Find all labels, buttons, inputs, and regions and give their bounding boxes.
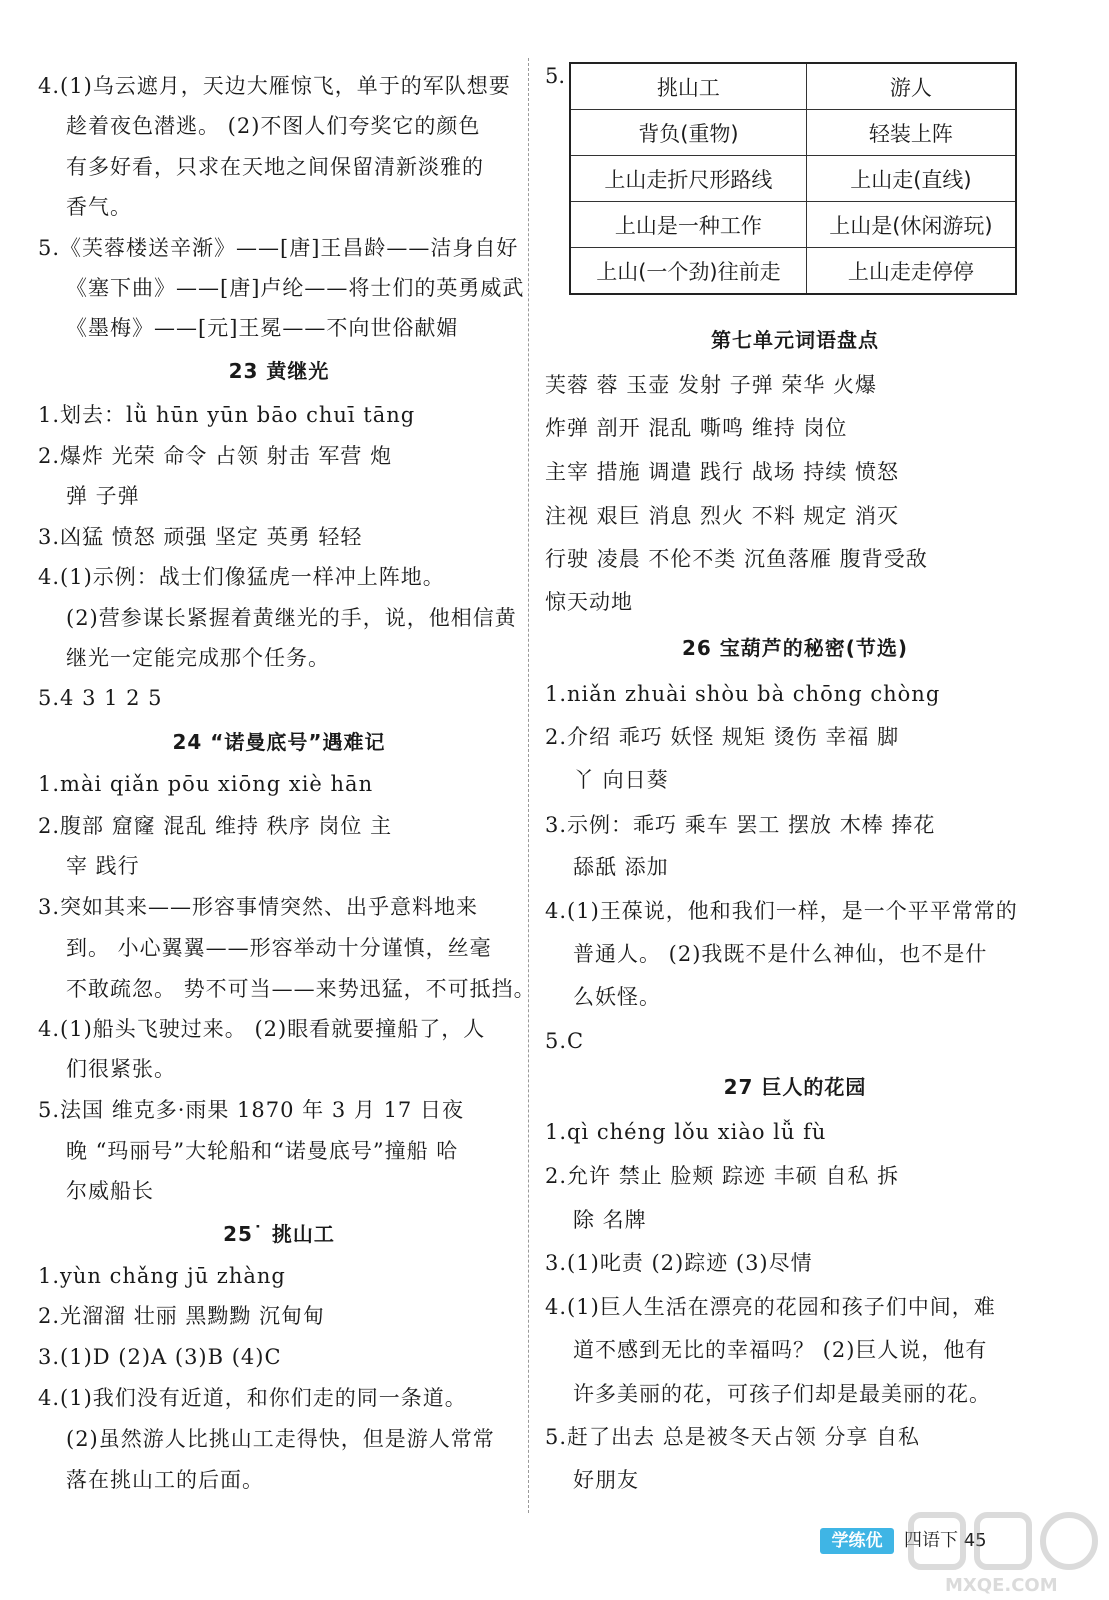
answer-line: 4.(1)船头飞驶过来。 (2)眼看就要撞船了，人 [38,1017,486,1041]
table-row [570,156,1016,202]
page-number: 四语下 45 [904,1530,987,1551]
answer-line: 道不感到无比的幸福吗？ (2)巨人说，他有 [573,1338,988,1362]
answer-line: 4.(1)巨人生活在漂亮的花园和孩子们中间，难 [545,1295,996,1319]
answer-line: 好朋友 [573,1468,639,1492]
answer-line: 晚 “玛丽号”大轮船和“诺曼底号”撞船 哈 [66,1139,459,1163]
answer-line: 们很紧张。 [66,1057,176,1081]
answer-line: 继光一定能完成那个任务。 [66,646,330,670]
answer-line: 1.划去：lǜ hūn yūn bāo chuī tāng [38,403,416,427]
answer-line: 香气。 [66,195,132,219]
section-title: 23 黄继光 [228,359,330,383]
answer-line: 除 名牌 [573,1208,647,1232]
svg-text:MXQE.COM: MXQE.COM [945,1575,1058,1595]
answer-line: 4.(1)示例：战士们像猛虎一样冲上阵地。 [38,565,445,589]
answer-line: 芙蓉 蓉 玉壶 发射 子弹 荣华 火爆 [545,373,878,397]
answer-line: 不敢疏忽。 势不可当——来势迅猛，不可抵挡。 [66,977,536,1001]
answer-line: 4.(1)我们没有近道，和你们走的同一条道。 [38,1386,467,1410]
answer-line: 1.niǎn zhuài shòu bà chōng chòng [545,682,941,706]
table-cell: 上山走走停停 [806,248,1016,295]
answer-line: 《塞下曲》——[唐]卢纶——将士们的英勇威武 [66,276,525,300]
answer-line: 2.爆炸 光荣 命令 占领 射击 军营 炮 [38,444,393,468]
answer-line: 3.示例：乖巧 乘车 罢工 摆放 木棒 捧花 [545,813,936,837]
answer-line: 2.介绍 乖巧 妖怪 规矩 烫伤 幸福 脚 [545,725,900,749]
answer-line: 普通人。 (2)我既不是什么神仙，也不是什 [573,942,988,966]
answer-line: (2)营参谋长紧握着黄继光的手，说，他相信黄 [66,606,517,630]
answer-line: 到。 小心翼翼——形容举动十分谨慎，丝毫 [66,936,492,960]
answer-line: 5.赶了出去 总是被冬天占领 分享 自私 [545,1425,921,1449]
answer-line: 注视 艰巨 消息 烈火 不料 规定 消灭 [545,504,900,528]
answer-line: 落在挑山工的后面。 [66,1468,264,1492]
answer-line: 2.光溜溜 壮丽 黑黝黝 沉甸甸 [38,1304,326,1328]
answer-line: 许多美丽的花，可孩子们却是最美丽的花。 [573,1382,991,1406]
answer-line: 1.qì chéng lǒu xiào lǚ fù [545,1120,827,1144]
answer-line: 3.(1)叱责 (2)踪迹 (3)尽情 [545,1251,813,1275]
answer-line: 炸弹 剖开 混乱 嘶鸣 维持 岗位 [545,416,848,440]
table-header-cell: 挑山工 [570,63,806,110]
section-title: 27 巨人的花园 [723,1075,867,1099]
answer-line: 舔舐 添加 [573,855,669,879]
answer-line: 2.腹部 窟窿 混乱 维持 秩序 岗位 主 [38,814,393,838]
answer-line: 行驶 凌晨 不伦不类 沉鱼落雁 腹背受敌 [545,547,928,571]
comparison-table [569,62,1017,295]
table-row [570,202,1016,248]
section-title: 26 宝葫芦的秘密(节选) [681,636,909,660]
section-title: 25˙ 挑山工 [223,1222,335,1246]
answer-line: 有多好看，只求在天地之间保留清新淡雅的 [66,155,484,179]
watermark-logo-icon [905,1505,1105,1595]
brand-logo: 学练优 [820,1528,894,1554]
answer-line: 《墨梅》——[元]王冕——不向世俗献媚 [66,316,459,340]
answer-line: 尔威船长 [66,1179,154,1203]
answer-line: 1.yùn chǎng jū zhàng [38,1264,286,1288]
answer-line: 弹 子弹 [66,484,140,508]
table-cell: 上山(一个劲)往前走 [570,248,806,295]
table-header-cell: 游人 [806,63,1016,110]
answer-line: 5.法国 维克多·雨果 1870 年 3 月 17 日夜 [38,1098,464,1122]
answer-line: 2.允许 禁止 脸颊 踪迹 丰硕 自私 拆 [545,1164,900,1188]
table-question-number: 5. [545,64,566,88]
answer-line: 5.C [545,1029,585,1053]
table-cell: 上山是(休闲游玩) [806,202,1016,248]
table-cell: 上山走(直线) [806,156,1016,202]
table-row [570,248,1016,295]
table-cell: 背负(重物) [570,110,806,156]
table-header-row [570,63,1016,110]
answer-line: (2)虽然游人比挑山工走得快，但是游人常常 [66,1427,495,1451]
answer-line: 3.(1)D (2)A (3)B (4)C [38,1345,282,1369]
section-title: 24 “诺曼底号”遇难记 [172,730,386,754]
section-title: 第七单元词语盘点 [711,328,879,352]
answer-line: 么妖怪。 [573,985,661,1009]
answer-line: 5.4 3 1 2 5 [38,686,163,710]
answer-line: 4.(1)王葆说，他和我们一样，是一个平平常常的 [545,899,1018,923]
answer-line: 丫 向日葵 [573,768,669,792]
table-cell: 上山是一种工作 [570,202,806,248]
answer-line: 3.凶猛 愤怒 顽强 坚定 英勇 轻轻 [38,525,363,549]
answer-line: 主宰 措施 调遣 践行 战场 持续 愤怒 [545,460,900,484]
column-divider [528,58,529,1513]
answer-line: 3.突如其来——形容事情突然、出乎意料地来 [38,895,479,919]
table-cell: 上山走折尺形路线 [570,156,806,202]
table-row [570,110,1016,156]
answer-line: 4.(1)乌云遮月，天边大雁惊飞，单于的军队想要 [38,74,511,98]
table-cell: 轻装上阵 [806,110,1016,156]
answer-line: 趁着夜色潜逃。 (2)不图人们夸奖它的颜色 [66,114,481,138]
answer-line: 惊天动地 [545,590,633,614]
answer-line: 5.《芙蓉楼送辛渐》——[唐]王昌龄——洁身自好 [38,236,519,260]
answer-line: 宰 践行 [66,854,140,878]
answer-line: 1.mài qiǎn pōu xiōng xiè hān [38,772,374,796]
